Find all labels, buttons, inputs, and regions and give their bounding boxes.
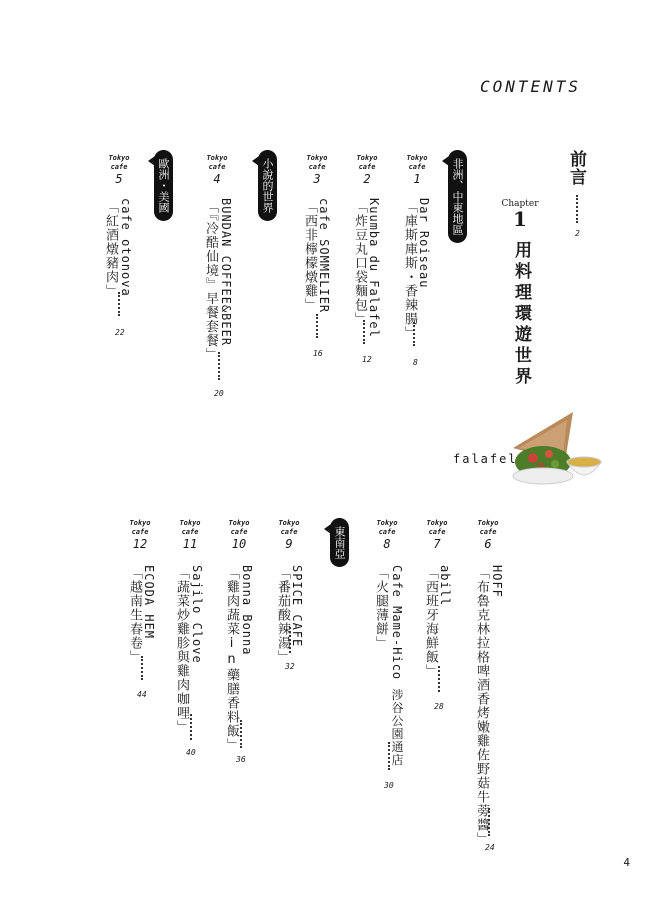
chapter-label: Chapter [501,199,539,209]
entry-number: 4 [213,172,221,186]
entry-number: 5 [115,172,123,186]
entry-3[interactable] [302,154,332,186]
entry-6[interactable] [473,519,503,551]
entry-3-dots [316,314,320,338]
tokyo-cafe-label: Tokyo cafe [356,154,378,171]
entry-8-cafe-name: Cafe Mame-Hico 涉谷公園通店 [390,565,404,767]
falafel-caption: falafel [453,452,518,466]
entry-11-page: 40 [186,748,196,757]
entry-5-dish: 「紅酒燉豬肉」 [103,200,118,298]
region-novel-world: 小說的世界 [258,150,277,221]
chapter-heading [495,199,545,229]
entry-1-dish: 「庫斯庫斯・香辣腸」 [402,200,417,340]
region-southeast-asia: 東南亞 [330,518,349,567]
plate [513,468,573,484]
entry-12-page: 44 [137,690,147,699]
entry-4-page: 20 [214,389,224,398]
entry-4-cafe-name: BUNDAN COFFEE&BEER [219,198,233,347]
entry-4-dish: 「『冷酷仙境』早餐套餐」 [203,200,218,362]
chapter-title: 用料理環遊世界 [511,241,531,388]
chapter-number: 1 [513,207,527,231]
entry-2[interactable] [352,154,382,186]
entry-11-dish: 「蔬菜炒雞胗與雞肉咖哩」 [174,566,189,734]
entry-number: 3 [313,172,321,186]
region-africa-middle-east: 非洲、中東地區 [448,150,467,243]
falafel-image [505,410,605,495]
entry-number: 7 [433,537,441,551]
preface-dots [576,195,580,223]
entry-10-dots [240,720,244,748]
entry-3-dish: 「西非檸檬燉雞」 [302,200,317,312]
entry-6-dish: 「布魯克林拉格啤酒香烤嫩雞佐野菇牛蒡醬」 [474,566,489,846]
entry-7-dish: 「西班牙海鮮飯」 [423,566,438,678]
entry-8-dots [388,742,392,770]
entry-5[interactable] [104,154,134,186]
page-number: 4 [623,856,630,869]
entry-8[interactable] [372,519,402,551]
entry-5-cafe-name: cafe otonova [119,198,133,297]
entry-9-dish: 「番茄酸辣湯」 [275,566,290,664]
entry-1-page: 8 [413,358,418,367]
entry-10-dish: 「雞肉蔬菜in藥膳香料飯」 [224,566,239,752]
tokyo-cafe-label: Tokyo cafe [129,519,151,536]
entry-3-cafe-name: cafe SOMMELIER [317,198,331,314]
entry-12[interactable] [125,519,155,551]
tokyo-cafe-label: Tokyo cafe [179,519,201,536]
entry-7-dots [438,666,442,692]
contents-title: CONTENTS [479,77,581,96]
entry-8-dish: 「火腿薄餅」 [373,566,388,650]
entry-2-dots [363,320,367,344]
entry-7-page: 28 [434,702,444,711]
tokyo-cafe-label: Tokyo cafe [278,519,300,536]
entry-5-dots [118,292,122,316]
entry-4[interactable] [202,154,232,186]
preface-title: 前言 [566,150,586,186]
entry-10-cafe-name: Bonna Bonna [240,565,254,656]
preface-page: 2 [575,229,580,238]
entry-12-dots [141,656,145,680]
entry-9-page: 32 [285,662,295,671]
entry-7-cafe-name: abill [438,565,452,607]
tokyo-cafe-label: Tokyo cafe [406,154,428,171]
entry-12-cafe-name: ECODA HEM [142,565,156,640]
entry-4-dots [218,352,222,380]
entry-9-dots [289,627,293,653]
entry-number: 8 [383,537,391,551]
entry-10[interactable] [224,519,254,551]
entry-5-page: 22 [115,328,125,337]
entry-number: 9 [285,537,293,551]
entry-12-dish: 「越南生春卷」 [127,566,142,664]
tokyo-cafe-label: Tokyo cafe [108,154,130,171]
entry-number: 1 [413,172,421,186]
entry-10-page: 36 [236,755,246,764]
entry-number: 6 [484,537,492,551]
tokyo-cafe-label: Tokyo cafe [206,154,228,171]
entry-6-page: 24 [485,843,495,852]
tokyo-cafe-label: Tokyo cafe [306,154,328,171]
entry-number: 2 [363,172,371,186]
entry-number: 12 [132,537,148,551]
entry-number: 10 [231,537,247,551]
entry-6-cafe-name: HOFF [490,565,504,598]
entry-9[interactable] [274,519,304,551]
entry-9-cafe-name: SPICE CAFE [290,565,304,648]
entry-11-cafe-name: Sajilo Clove [190,565,204,664]
entry-8-page: 30 [384,781,394,790]
region-europe-america: 歐洲・美國 [154,150,173,221]
entry-2-dish: 「炸豆丸口袋麵包」 [352,200,367,326]
entry-6-dots [488,808,492,836]
entry-number: 11 [182,537,198,551]
entry-2-cafe-name: Kuumba du Falafel [367,198,381,338]
tokyo-cafe-label: Tokyo cafe [477,519,499,536]
tokyo-cafe-label: Tokyo cafe [426,519,448,536]
entry-2-page: 12 [362,355,372,364]
tokyo-cafe-label: Tokyo cafe [376,519,398,536]
tokyo-cafe-label: Tokyo cafe [228,519,250,536]
entry-7[interactable] [422,519,452,551]
entry-3-page: 16 [313,349,323,358]
entry-1[interactable] [402,154,432,186]
entry-11[interactable] [175,519,205,551]
entry-1-dots [413,322,417,346]
entry-1-cafe-name: Dar Roiseau [417,198,431,289]
entry-11-dots [190,714,194,740]
